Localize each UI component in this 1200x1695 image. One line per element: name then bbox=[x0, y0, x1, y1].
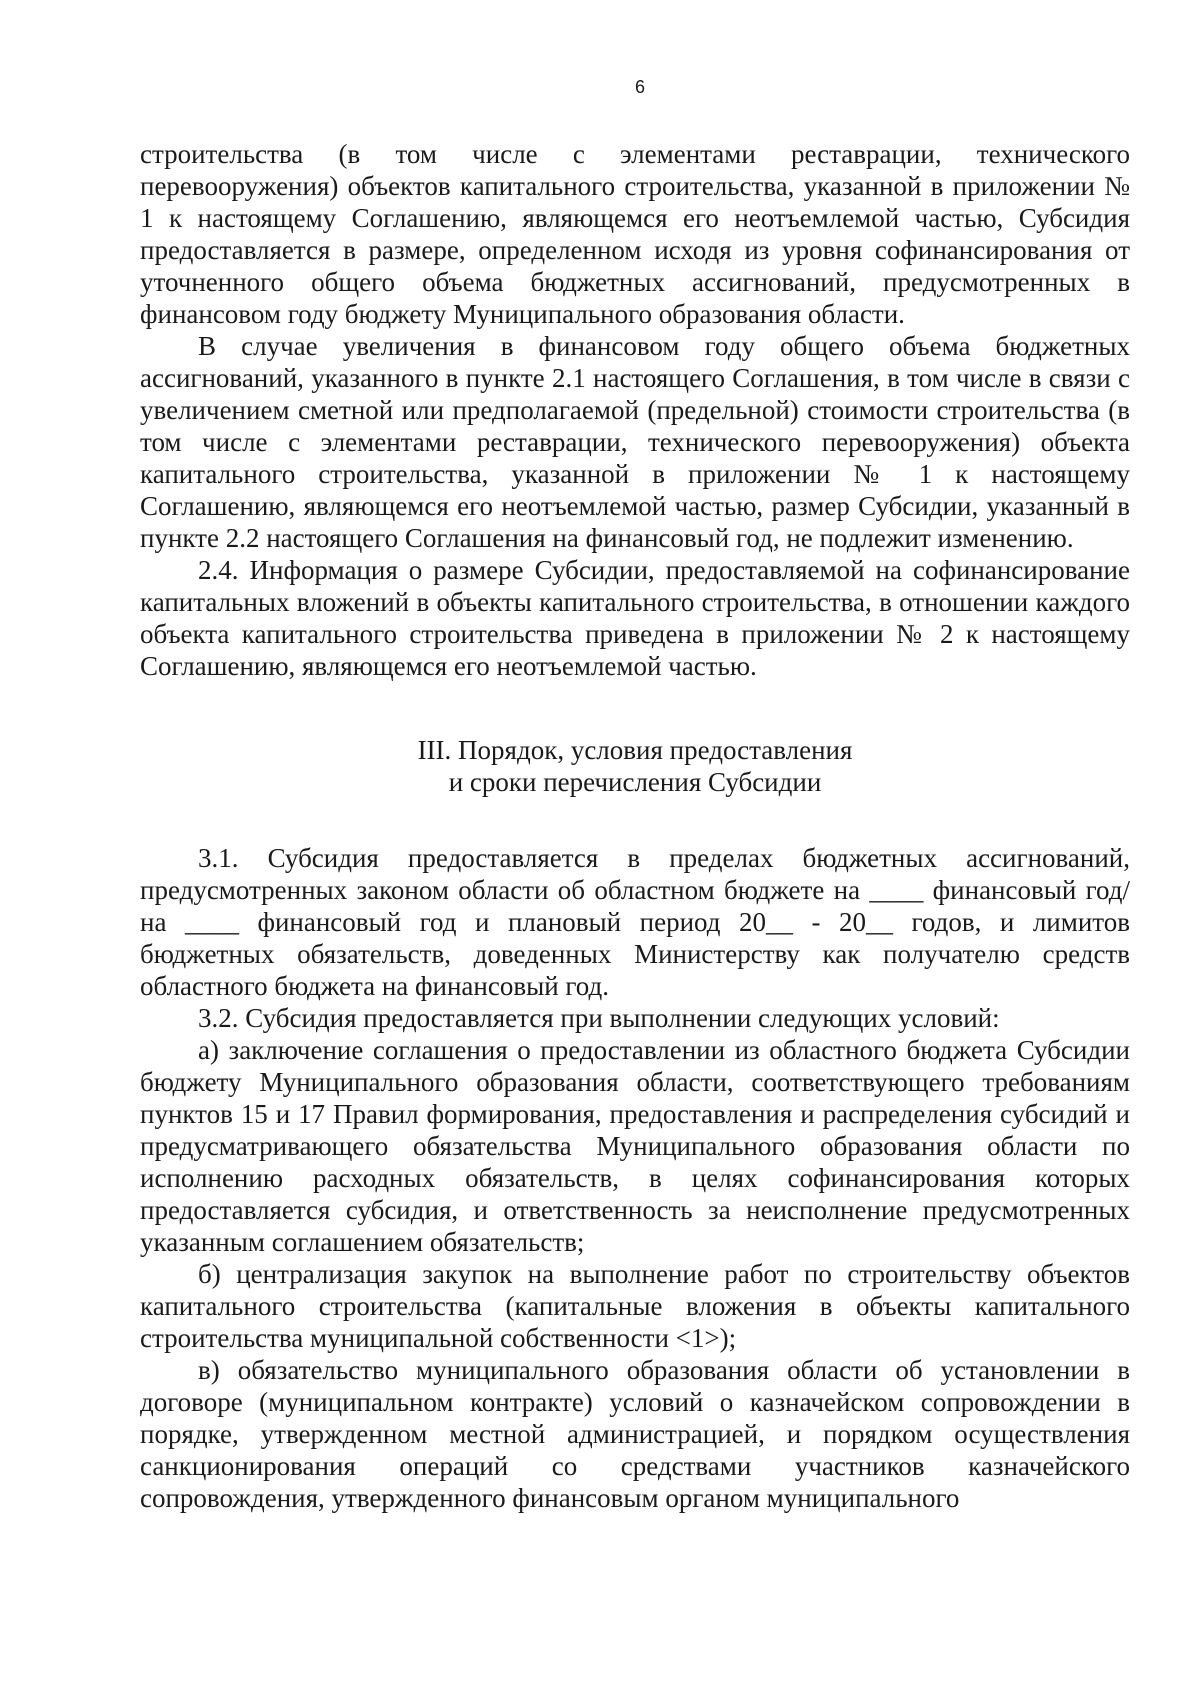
paragraph-condition-b: б) централизация закупок на выполнение работ по строительству объектов капитального строительства (капитальные вложения в объекты капитального строительства муниципальной собственности <1>); bbox=[140, 1259, 1130, 1353]
paragraph-condition-v: в) обязательство муниципального образования области об установлении в договоре (муниципальном контракте) условий о казначейском сопровождении в порядке, утвержденном местной администрацией, и порядком осуществления санкционирования операций со средствами участников казначейского сопровождения, утвержденного финансовым органом муниципального bbox=[140, 1355, 1130, 1513]
section-heading-line-2: и сроки перечисления Субсидии bbox=[448, 767, 822, 797]
section-heading bbox=[140, 734, 1130, 798]
document-body bbox=[140, 138, 1130, 1514]
page-number: 6 bbox=[634, 77, 645, 97]
section-heading-line-1: III. Порядок, условия предоставления bbox=[417, 735, 853, 765]
paragraph-2-4: 2.4. Информация о размере Субсидии, предоставляемой на софинансирование капитальных вложений в объекты капитального строительства, в отношении каждого объекта капитального строительства приведена в приложении № 2 к настоящему Соглашению, являющемся его неотъемлемой частью. bbox=[140, 555, 1130, 681]
paragraph-budget-increase: В случае увеличения в финансовом году общего объема бюджетных ассигнований, указанного в пункте 2.1 настоящего Соглашения, в том числе в связи с увеличением сметной или предполагаемой (предельной) стоимости строительства (в том числе с элементами реставрации, технического перевооружения) объекта капитального строительства, указанной в приложении № 1 к настоящему Соглашению, являющемся его неотъемлемой частью, размер Субсидии, указанный в пункте 2.2 настоящего Соглашения на финансовый год, не подлежит изменению. bbox=[140, 331, 1130, 553]
paragraph-continuation: строительства (в том числе с элементами реставрации, технического перевооружения) объектов капитального строительства, указанной в приложении № 1 к настоящему Соглашению, являющемся его неотъемлемой частью, Субсидия предоставляется в размере, определенном исходя из уровня софинансирования от уточненного общего объема бюджетных ассигнований, предусмотренных в финансовом году бюджету Муниципального образования области. bbox=[140, 139, 1130, 329]
paragraph-3-2: 3.2. Субсидия предоставляется при выполнении следующих условий: bbox=[198, 1003, 1000, 1033]
paragraph-3-1: 3.1. Субсидия предоставляется в пределах бюджетных ассигнований, предусмотренных законом области об областном бюджете на ____ финансовый год/на ____ финансовый год и плановый период 20__ - 20__ годов, и лимитов бюджетных обязательств, доведенных Министерству как получателю средств областного бюджета на финансовый год. bbox=[140, 843, 1130, 1001]
paragraph-condition-a: а) заключение соглашения о предоставлении из областного бюджета Субсидии бюджету Муниципального образования области, соответствующего требованиям пунктов 15 и 17 Правил формирования, предоставления и распределения субсидий и предусматривающего обязательства Муниципального образования области по исполнению расходных обязательств, в целях софинансирования которых предоставляется субсидия, и ответственность за неисполнение предусмотренных указанным соглашением обязательств; bbox=[140, 1035, 1130, 1257]
